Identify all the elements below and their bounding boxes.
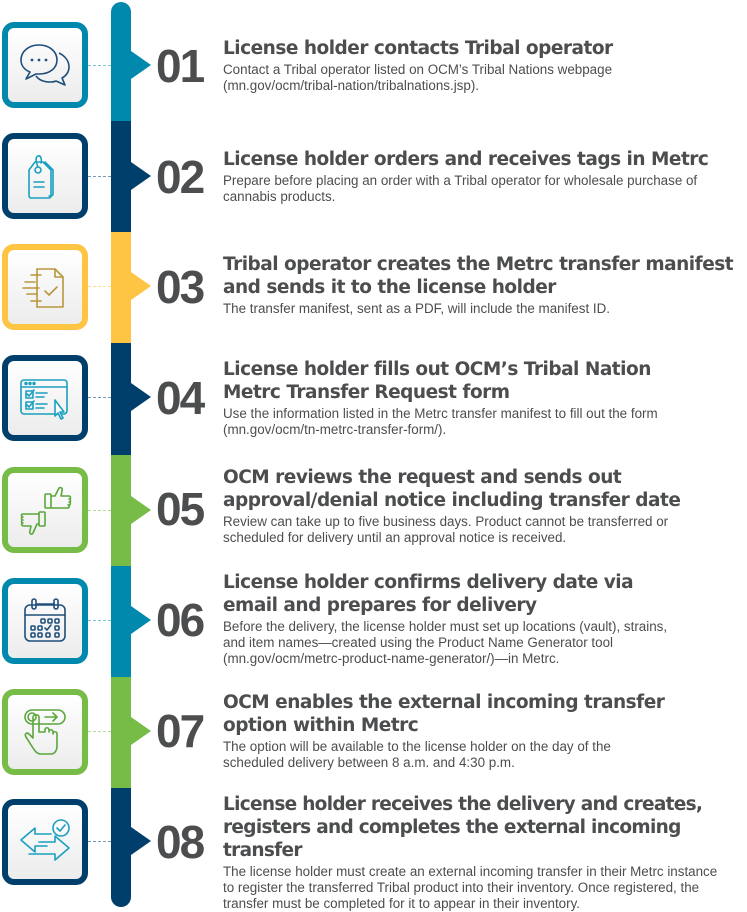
step-description: The license holder must create an external incoming transfer in their Metrc instance to register the transferred Tribal product into their inventory. Once registered, the transfer must be completed for it to appear in their inventory. [223, 864, 718, 911]
timeline-segment-06 [111, 566, 131, 677]
step-title: OCM reviews the request and sends out approval/denial notice including transfer date [223, 467, 681, 511]
step-04-icon-box [2, 355, 88, 441]
timeline-pointer [131, 496, 151, 524]
step-number: 05 [156, 483, 204, 535]
timeline-pointer [131, 162, 151, 190]
step-number: 08 [156, 816, 204, 868]
step-number: 04 [156, 372, 204, 424]
step-title: License holder orders and receives tags in Metrc [223, 149, 709, 170]
step-05-icon-box [2, 467, 88, 553]
timeline-segment-08 [111, 788, 131, 907]
step-title: License holder receives the delivery and creates, registers and completes the external incoming transfer [223, 794, 703, 861]
timeline-segment-05 [111, 455, 131, 566]
step-description: Contact a Tribal operator listed on OCM’s Tribal Nations webpage (mn.gov/ocm/tribal-nation/tribalnations.jsp). [223, 62, 613, 93]
step-title: License holder fills out OCM’s Tribal Nation Metrc Transfer Request form [223, 359, 651, 403]
timeline-pointer [131, 383, 151, 411]
step-description: Prepare before placing an order with a Tribal operator for wholesale purchase of cannabis products. [223, 173, 698, 204]
step-number: 07 [156, 705, 204, 757]
step-description: Review can take up to five business days. Product cannot be transferred or scheduled for delivery until an approval notice is received. [223, 514, 669, 545]
dashed-connector [88, 397, 111, 398]
step-01-icon-box [2, 22, 88, 108]
step-07-text [223, 691, 745, 771]
step-description: The option will be available to the license holder on the day of the scheduled delivery between 8 a.m. and 4:30 p.m. [223, 739, 611, 770]
step-01-text [223, 37, 745, 94]
thumbs-up-down-icon [17, 482, 73, 538]
step-number: 06 [156, 594, 204, 646]
step-title: OCM enables the external incoming transfer option within Metrc [223, 692, 665, 736]
step-description: Use the information listed in the Metrc transfer manifest to fill out the form (mn.gov/ocm/tn-metrc-transfer-form/). [223, 406, 658, 437]
step-03-text [223, 253, 745, 317]
step-description: Before the delivery, the license holder must set up locations (vault), strains, and item names—created using the Product Name Generator tool (mn.gov/ocm/metrc-product-name-generator/)—in Metrc. [223, 619, 668, 666]
dashed-connector [88, 65, 111, 66]
timeline-pointer [131, 606, 151, 634]
step-07-icon-box [2, 689, 88, 775]
step-02-icon-box [2, 133, 88, 219]
calendar-check-icon [17, 593, 73, 649]
timeline-segment-03 [111, 232, 131, 343]
step-06-text [223, 571, 745, 667]
step-title: License holder confirms delivery date via email and prepares for delivery [223, 572, 634, 616]
document-check-icon [17, 259, 73, 315]
step-02-text [223, 148, 745, 205]
step-title: License holder contacts Tribal operator [223, 38, 613, 59]
timeline-pointer [131, 272, 151, 300]
timeline-segment-02 [111, 121, 131, 232]
hand-toggle-icon [17, 704, 73, 760]
step-title: Tribal operator creates the Metrc transfer manifest and sends it to the license holder [223, 254, 734, 298]
timeline-pointer [131, 717, 151, 745]
dashed-connector [88, 510, 111, 511]
step-05-text [223, 466, 745, 546]
price-tags-icon [17, 148, 73, 204]
timeline-segment-04 [111, 343, 131, 455]
dashed-connector [88, 176, 111, 177]
step-08-icon-box [2, 799, 88, 885]
step-08-text [223, 793, 745, 912]
web-form-checklist-icon [17, 370, 73, 426]
step-number: 03 [156, 261, 204, 313]
step-03-icon-box [2, 244, 88, 330]
step-04-text [223, 358, 745, 438]
step-description: The transfer manifest, sent as a PDF, will include the manifest ID. [223, 301, 611, 316]
transfer-arrows-check-icon [17, 814, 73, 870]
dashed-connector [88, 620, 111, 621]
dashed-connector [88, 286, 111, 287]
dashed-connector [88, 731, 111, 732]
dashed-connector [88, 841, 111, 842]
step-number: 01 [156, 40, 204, 92]
step-06-icon-box [2, 578, 88, 664]
timeline-segment-07 [111, 677, 131, 788]
timeline-segment-01 [111, 2, 131, 121]
timeline-pointer [131, 827, 151, 855]
step-number: 02 [156, 151, 204, 203]
chat-bubbles-icon [17, 37, 73, 93]
timeline-pointer [131, 51, 151, 79]
